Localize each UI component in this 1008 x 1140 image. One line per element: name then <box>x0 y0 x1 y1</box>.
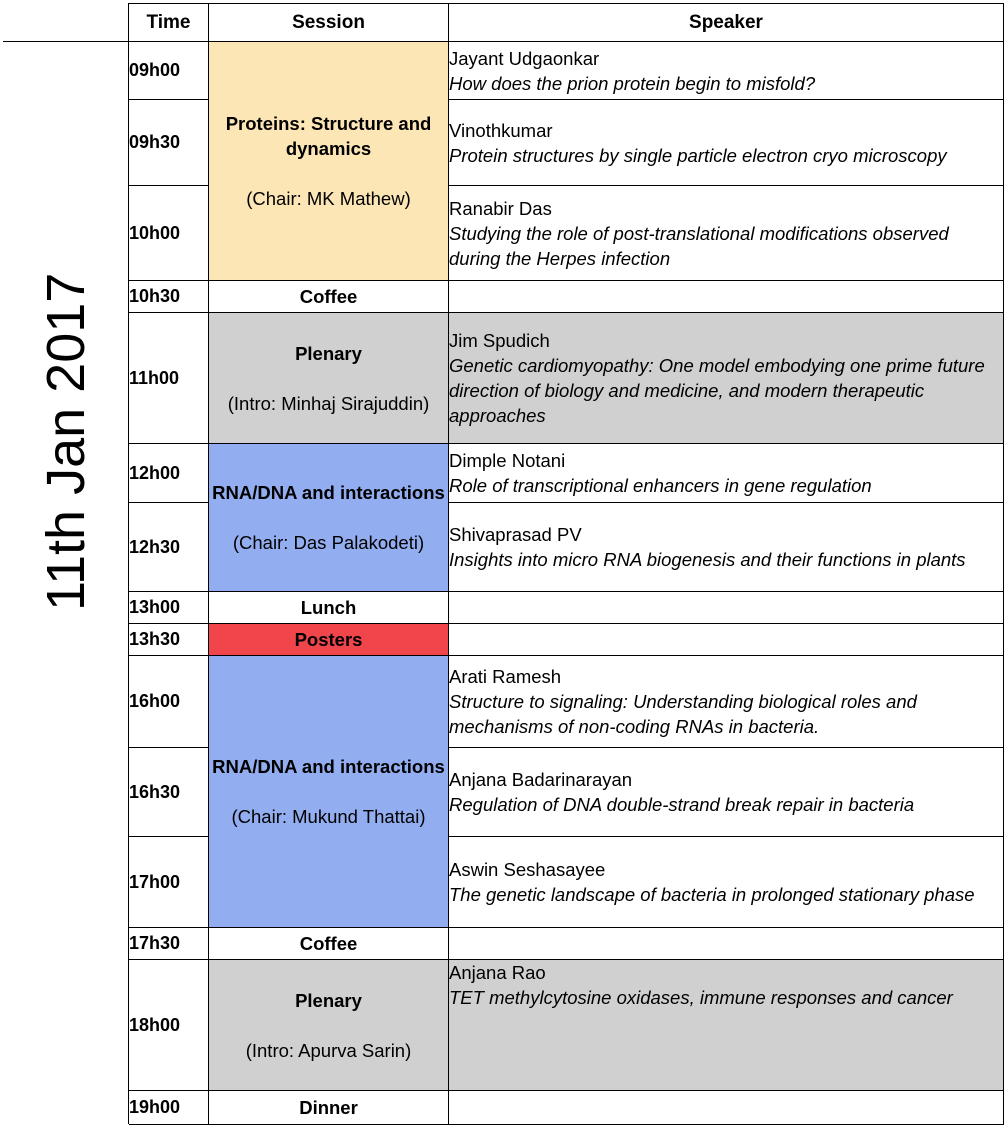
table-row <box>4 42 1004 100</box>
table-row <box>4 503 1004 592</box>
speaker-name: Aswin Seshasayee <box>449 859 606 880</box>
empty-cell <box>449 1091 1004 1125</box>
empty-cell <box>449 592 1004 624</box>
session-plenary <box>209 313 449 444</box>
speaker-name: Shivaprasad PV <box>449 524 582 545</box>
session-chair: (Chair: MK Mathew) <box>246 188 411 209</box>
header-speaker: Speaker <box>449 4 1004 42</box>
time-cell: 11h00 <box>129 313 209 444</box>
talk-title: Insights into micro RNA biogenesis and their functions in plants <box>449 549 966 570</box>
time-cell: 12h30 <box>129 503 209 592</box>
speaker-name: Jim Spudich <box>449 330 550 351</box>
talk-title: Studying the role of post-translational modifications observed during the Herpes infection <box>449 222 949 269</box>
time-cell: 17h00 <box>129 837 209 928</box>
speaker-name: Vinothkumar <box>449 119 553 141</box>
talk-cell <box>449 748 1004 837</box>
time-cell: 17h30 <box>129 928 209 960</box>
date-label: 11th Jan 2017 <box>36 272 96 611</box>
speaker-name: Jayant Udgaonkar <box>449 47 600 69</box>
time-cell: 13h00 <box>129 592 209 624</box>
table-row <box>4 1091 1004 1125</box>
table-row <box>4 281 1004 313</box>
empty-cell <box>449 928 1004 960</box>
time-cell: 10h30 <box>129 281 209 313</box>
talk-cell <box>449 313 1004 444</box>
table-row <box>4 656 1004 748</box>
talk-cell <box>449 503 1004 592</box>
session-chair: (Intro: Apurva Sarin) <box>245 1039 412 1061</box>
talk-cell <box>449 186 1004 281</box>
date-cell <box>4 42 129 1125</box>
time-cell: 12h00 <box>129 444 209 503</box>
empty-cell <box>449 624 1004 656</box>
table-row <box>4 624 1004 656</box>
schedule-frame <box>3 3 1003 1133</box>
speaker-name: Dimple Notani <box>449 450 566 471</box>
table-row <box>4 960 1004 1091</box>
table-row <box>4 592 1004 624</box>
talk-title: TET methylcytosine oxidases, immune responses and cancer <box>449 987 953 1008</box>
session-plenary <box>209 960 449 1091</box>
schedule-table <box>3 3 1004 1125</box>
talk-cell <box>449 837 1004 928</box>
time-cell: 18h00 <box>129 960 209 1091</box>
session-rna-dna <box>209 656 449 928</box>
session-rna-dna <box>209 444 449 592</box>
table-row <box>4 186 1004 281</box>
lunch-break: Lunch <box>209 592 449 624</box>
header-time: Time <box>129 4 209 42</box>
dinner-break: Dinner <box>209 1091 449 1125</box>
posters-session: Posters <box>209 624 449 656</box>
talk-title: The genetic landscape of bacteria in prolonged stationary phase <box>449 884 975 905</box>
table-row <box>4 444 1004 503</box>
time-cell: 10h00 <box>129 186 209 281</box>
speaker-name: Anjana Badarinarayan <box>449 769 633 790</box>
time-cell: 09h30 <box>129 100 209 186</box>
time-cell: 16h00 <box>129 656 209 748</box>
corner-cell <box>4 4 129 42</box>
speaker-name: Arati Ramesh <box>449 666 562 687</box>
talk-title: Protein structures by single particle electron cryo microscopy <box>449 144 947 166</box>
session-chair: (Chair: Das Palakodeti) <box>232 532 425 553</box>
session-title: Plenary <box>295 342 362 364</box>
talk-cell <box>449 100 1004 186</box>
session-title: Proteins: Structure and dynamics <box>225 113 432 159</box>
session-chair: (Chair: Mukund Thattai) <box>231 806 426 827</box>
table-row <box>4 313 1004 444</box>
session-title: RNA/DNA and interactions <box>212 756 445 777</box>
time-cell: 09h00 <box>129 42 209 100</box>
speaker-name: Ranabir Das <box>449 197 552 219</box>
session-proteins <box>209 42 449 281</box>
table-row <box>4 837 1004 928</box>
talk-cell <box>449 444 1004 503</box>
talk-title: Role of transcriptional enhancers in gene regulation <box>449 475 872 496</box>
table-row <box>4 100 1004 186</box>
header-row <box>4 4 1004 42</box>
talk-cell <box>449 656 1004 748</box>
header-session: Session <box>209 4 449 42</box>
session-title: Plenary <box>295 989 362 1011</box>
speaker-name: Anjana Rao <box>449 962 546 983</box>
session-title: RNA/DNA and interactions <box>212 482 445 503</box>
talk-title: Genetic cardiomyopathy: One model embodying one prime future direction of biology and medicine, and modern therapeutic approaches <box>449 355 985 426</box>
session-chair: (Intro: Minhaj Sirajuddin) <box>227 392 430 414</box>
talk-title: Regulation of DNA double-strand break repair in bacteria <box>449 794 915 815</box>
table-row <box>4 928 1004 960</box>
time-cell: 16h30 <box>129 748 209 837</box>
talk-title: Structure to signaling: Understanding biological roles and mechanisms of non-coding RNAs in bacteria. <box>449 691 917 737</box>
talk-title: How does the prion protein begin to misfold? <box>449 72 816 94</box>
talk-cell <box>449 42 1004 100</box>
coffee-break: Coffee <box>209 281 449 313</box>
talk-cell <box>449 960 1004 1091</box>
coffee-break: Coffee <box>209 928 449 960</box>
time-cell: 19h00 <box>129 1091 209 1125</box>
table-row <box>4 748 1004 837</box>
time-cell: 13h30 <box>129 624 209 656</box>
empty-cell <box>449 281 1004 313</box>
